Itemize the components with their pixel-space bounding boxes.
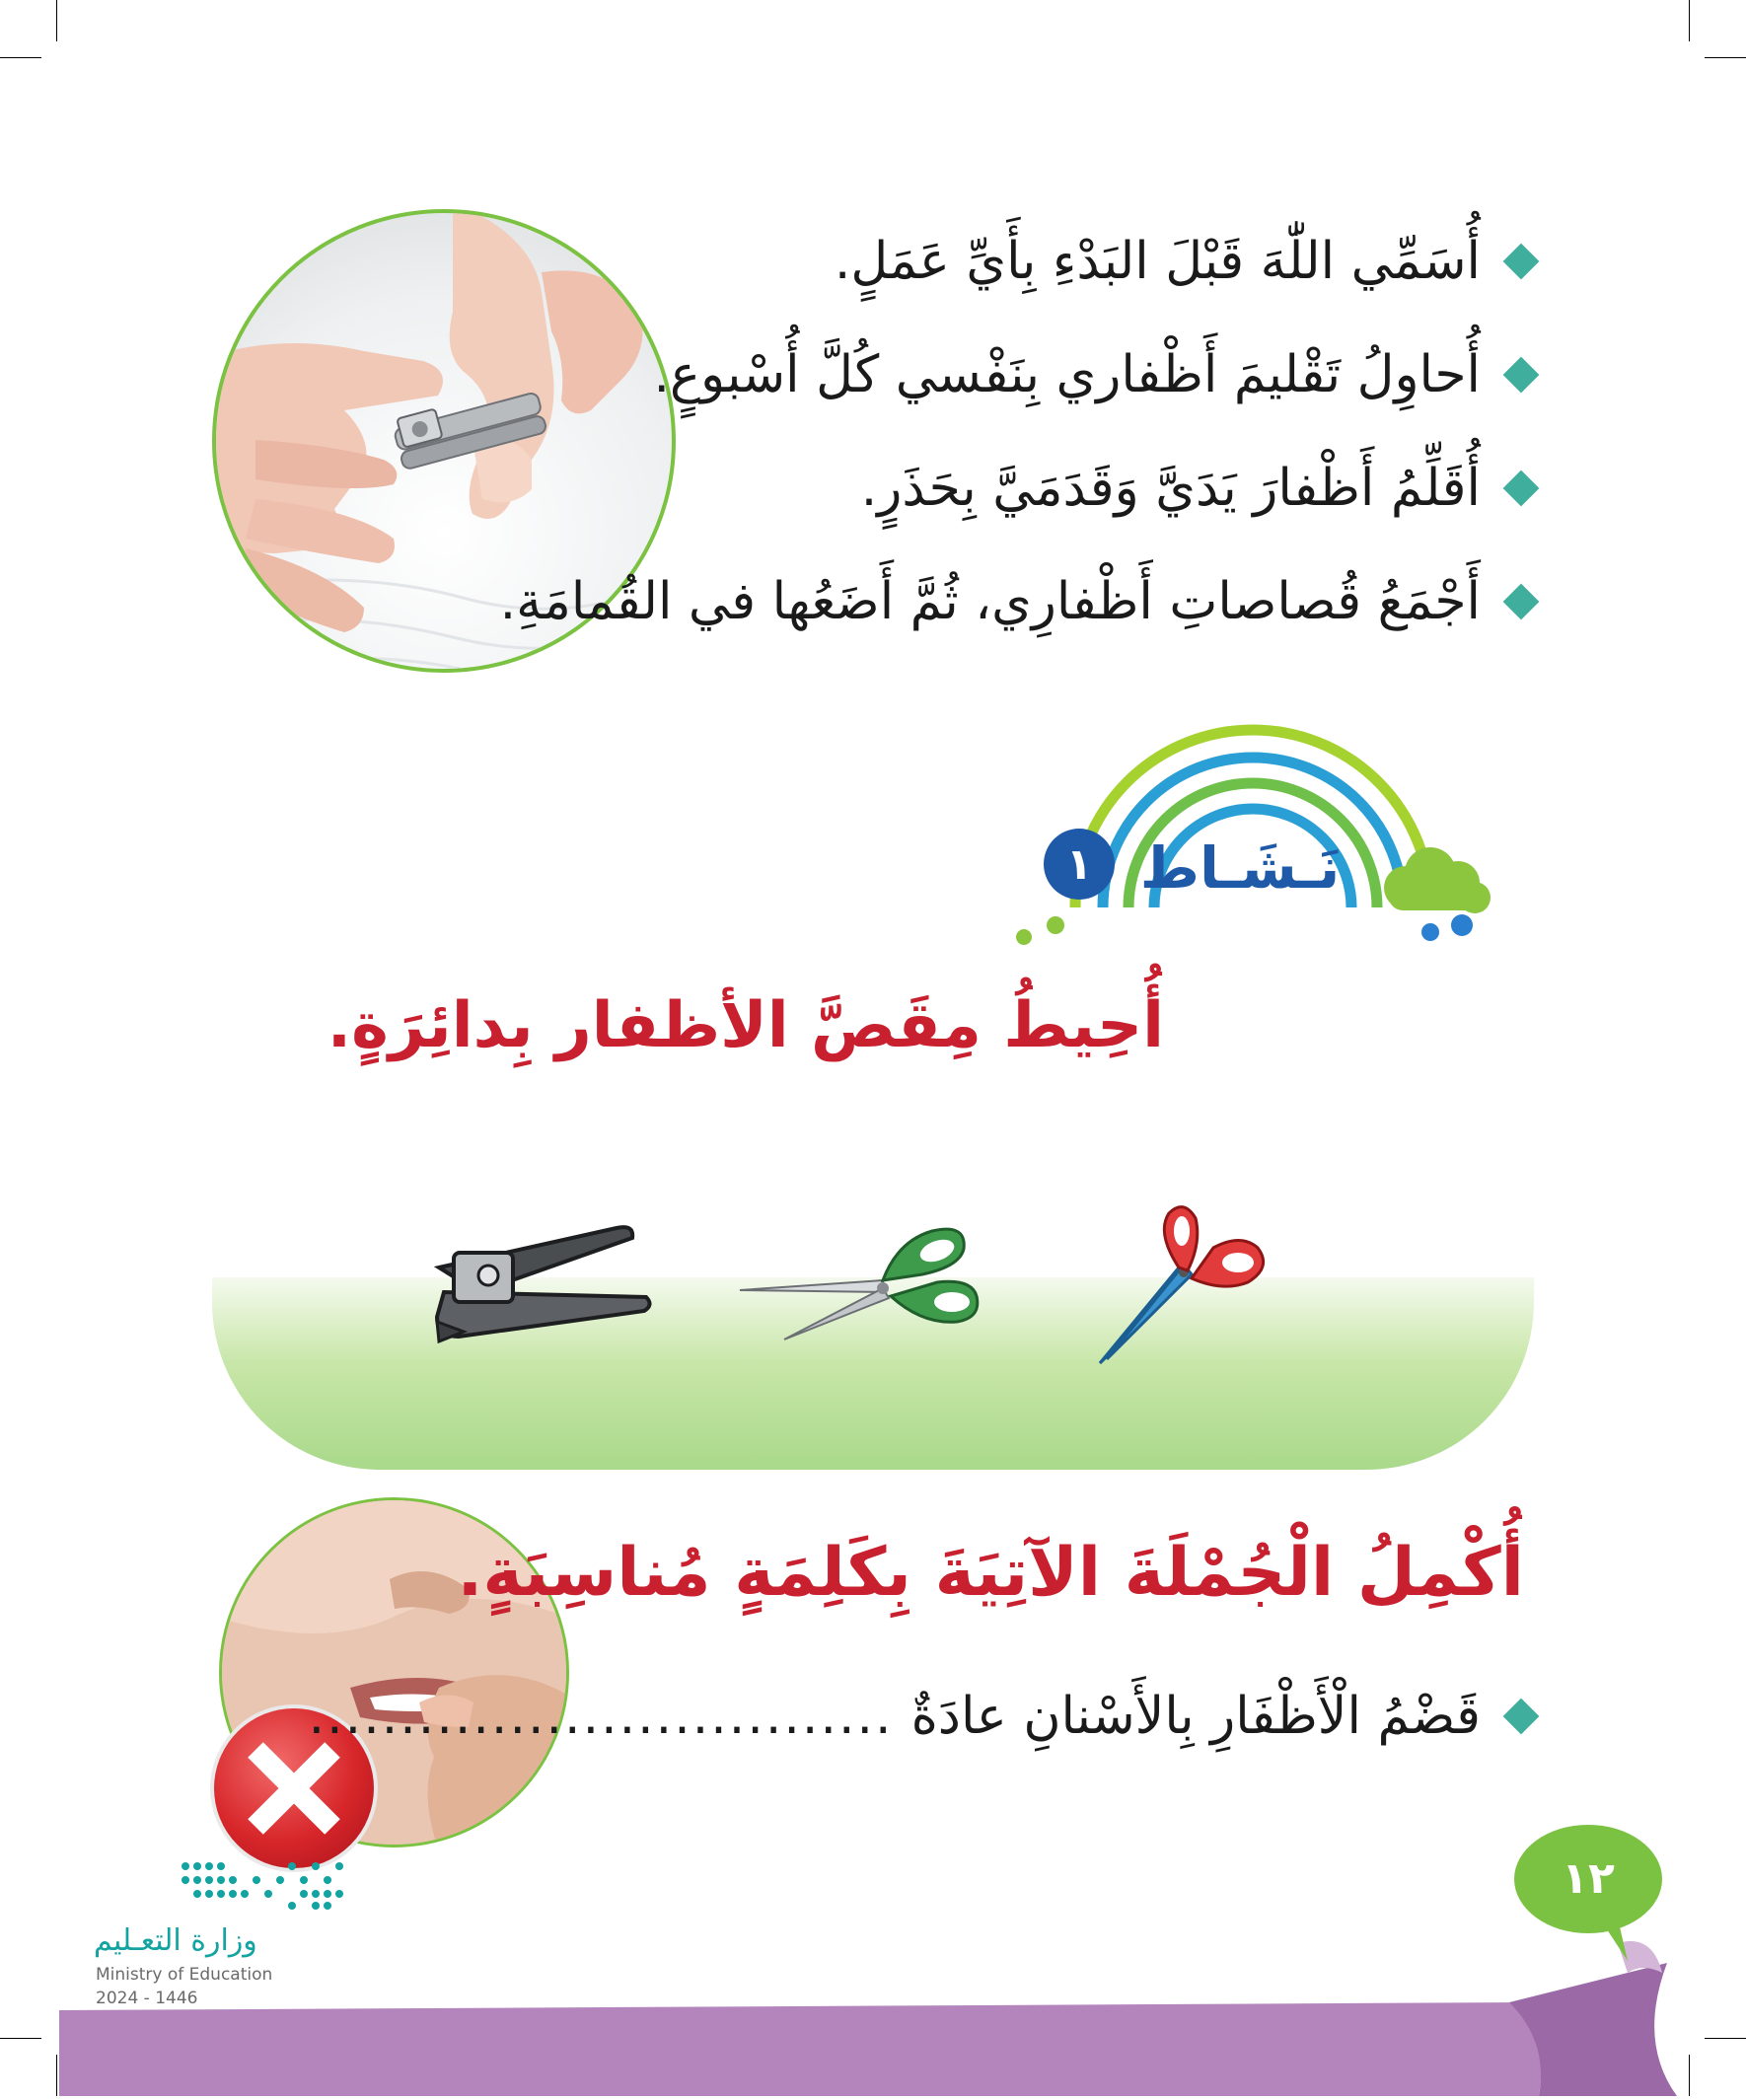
green-scissors-option[interactable] <box>735 1201 991 1344</box>
red-scissors-option[interactable] <box>1085 1194 1282 1371</box>
bullet-diamond-icon <box>1503 1699 1540 1735</box>
bullet-diamond-icon <box>1503 584 1540 620</box>
bullet-text: أُسَمِّي اللّٰهَ قَبْلَ البَدْءِ بِأَيِّ عَمَلٍ. <box>834 232 1481 291</box>
bullet-diamond-icon <box>1503 471 1540 507</box>
instruction-complete: أُكْمِلُ الْجُمْلَةَ الآتِيَةَ بِكَلِمَةٍ مُناسِبَةٍ. <box>457 1534 1524 1612</box>
ministry-year: 2024 - 1446 <box>96 1989 198 2008</box>
bullet-item <box>861 449 1534 528</box>
crop-mark <box>56 0 57 41</box>
bullet-diamond-icon <box>1503 357 1540 394</box>
ministry-english: Ministry of Education <box>96 1965 273 1985</box>
scissors-red-icon <box>1085 1194 1282 1371</box>
ministry-dots-icon <box>178 1854 350 1914</box>
bullet-text: أَجْمَعُ قُصاصاتِ أَظْفارِي، ثُمَّ أَضَعُها في القُمامَةِ. <box>499 572 1481 631</box>
crop-mark <box>1705 57 1746 58</box>
activity-label: نَـشَـاط <box>1139 834 1341 902</box>
scissors-green-icon <box>735 1201 991 1344</box>
bullet-diamond-icon <box>1503 244 1540 280</box>
rainbow-icon <box>1016 681 1509 967</box>
activity-header <box>1016 681 1509 967</box>
bullet-item <box>653 335 1534 414</box>
activity-number-badge: ١ <box>1044 829 1115 900</box>
page-number-bubble <box>1509 1815 1667 1963</box>
nail-clipper-option[interactable] <box>419 1198 656 1356</box>
page-number: ١٢ <box>1562 1853 1615 1904</box>
crop-mark <box>1689 0 1690 41</box>
instruction-circle: أُحِيطُ مِقَصَّ الأظفار بِدائِرَةٍ. <box>327 989 1164 1062</box>
nail-clipper-icon <box>419 1198 656 1356</box>
bullet-item <box>835 222 1534 301</box>
bullet-text: أُحاوِلُ تَقْليمَ أَظْفاري بِنَفْسي كُلَّ أُسْبوعٍ. <box>653 345 1481 404</box>
ministry-arabic: وزارة التعـليم <box>94 1923 257 1958</box>
sentence-item <box>309 1677 1534 1756</box>
bullet-text: أُقَلِّمُ أَظْفارَ يَدَيَّ وَقَدَمَيَّ بِحَذَرٍ. <box>860 459 1481 518</box>
bullet-item <box>500 562 1534 641</box>
sentence-blank[interactable]: ................................ <box>308 1687 894 1746</box>
ministry-logo <box>178 1854 350 1914</box>
sentence-text: قَضْمُ الْأَظْفَارِ بِالأَسْنانِ عادَةٌ <box>910 1687 1481 1746</box>
crop-mark <box>0 57 41 58</box>
